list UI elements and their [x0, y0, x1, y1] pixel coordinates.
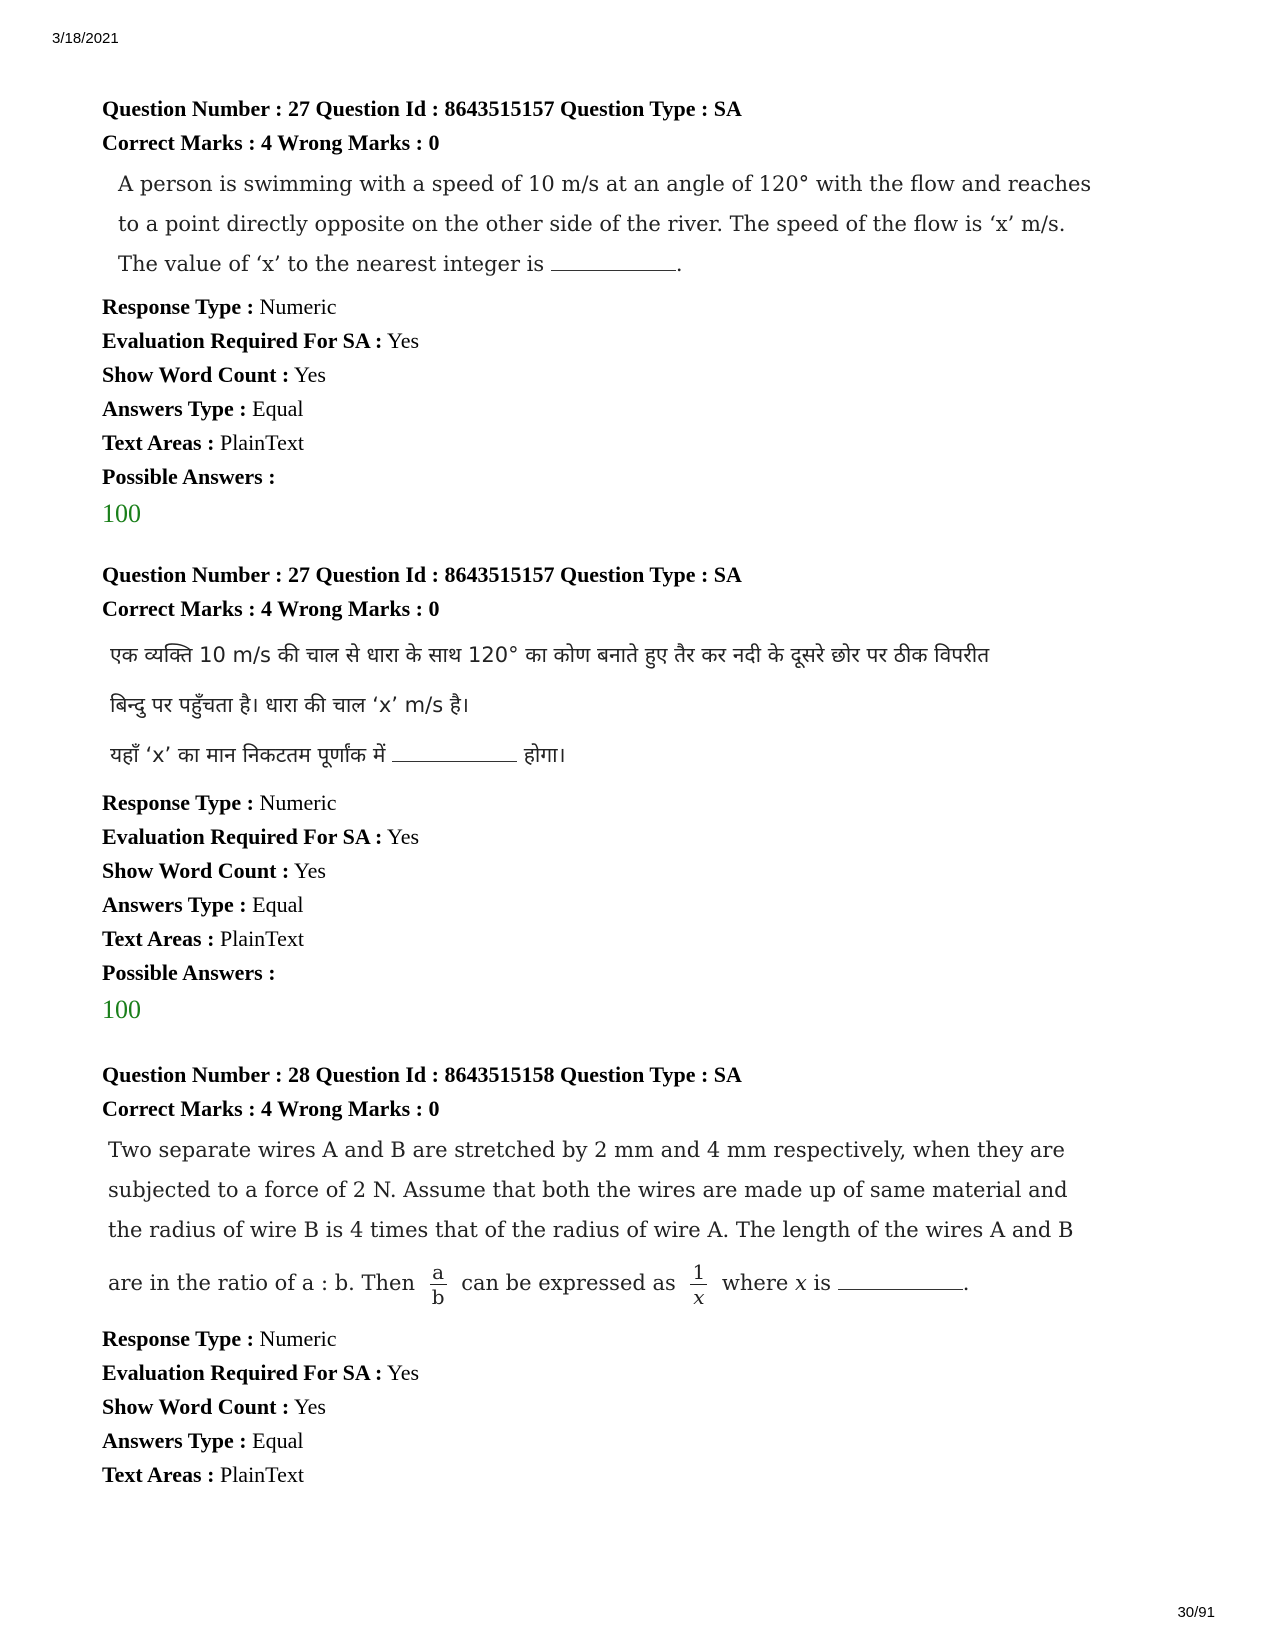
answer-blank: [838, 1267, 963, 1290]
question-text-line: यहाँ ‘x’ का मान निकटतम पूर्णांक में होगा।: [110, 730, 1202, 780]
question-text-line: The value of ‘x’ to the nearest integer is .: [118, 244, 1202, 284]
question-block-3: [102, 1058, 1202, 1492]
field-row: Evaluation Required For SA : Yes: [102, 1360, 420, 1385]
field-row: Possible Answers :: [102, 464, 276, 489]
field-row: Evaluation Required For SA : Yes: [102, 824, 420, 849]
question-text-line: the radius of wire B is 4 times that of the radius of wire A. The length of the wires A and B: [108, 1218, 1074, 1242]
marks-line: Correct Marks : 4 Wrong Marks : 0: [102, 1096, 440, 1121]
marks-line: Correct Marks : 4 Wrong Marks : 0: [102, 596, 440, 621]
question-text: [102, 630, 1202, 780]
field-row: Evaluation Required For SA : Yes: [102, 328, 420, 353]
field-row: Answers Type : Equal: [102, 1428, 304, 1453]
question-header: Question Number : 28 Question Id : 8643515158 Question Type : SA: [102, 1062, 742, 1087]
page-number: 30/91: [1177, 1604, 1215, 1621]
question-block-2: [102, 558, 1202, 1028]
possible-answer: 100: [102, 499, 141, 528]
question-text-line: एक व्यक्ति 10 m/s की चाल से धारा के साथ 120° का कोण बनाते हुए तैर कर नदी के दूसरे छोर पर ठीक विपरीत: [110, 643, 990, 667]
answer-blank: [392, 739, 517, 762]
field-row: Text Areas : PlainText: [102, 1462, 304, 1487]
field-row: Show Word Count : Yes: [102, 1394, 326, 1419]
field-row: Possible Answers :: [102, 960, 276, 985]
field-row: Show Word Count : Yes: [102, 858, 326, 883]
fraction-a-over-b: $\frac{a}{b}$: [431, 1260, 445, 1309]
question-text-line: are in the ratio of a : b. Then $\frac{a}{b}$ can be expressed as $\frac{1}{x}$ where x is .: [108, 1260, 970, 1309]
print-date: 3/18/2021: [52, 30, 119, 47]
question-text-line: बिन्दु पर पहुँचता है। धारा की चाल ‘x’ m/s है।: [110, 693, 469, 717]
field-row: Text Areas : PlainText: [102, 430, 304, 455]
field-row: Response Type : Numeric: [102, 1326, 337, 1351]
question-text: [102, 1130, 1202, 1316]
question-text-line: Two separate wires A and B are stretched by 2 mm and 4 mm respectively, when they are: [108, 1138, 1065, 1162]
field-row: Response Type : Numeric: [102, 790, 337, 815]
question-text-line: to a point directly opposite on the other side of the river. The speed of the flow is ‘x’ m/s.: [118, 212, 1066, 236]
field-row: Response Type : Numeric: [102, 294, 337, 319]
field-row: Answers Type : Equal: [102, 396, 304, 421]
possible-answer: 100: [102, 995, 141, 1024]
question-text: [102, 164, 1202, 284]
question-block-1: [102, 92, 1202, 532]
marks-line: Correct Marks : 4 Wrong Marks : 0: [102, 130, 440, 155]
fraction-1-over-x: $\frac{1}{x}$: [692, 1260, 706, 1309]
question-text-line: A person is swimming with a speed of 10 m/s at an angle of 120° with the flow and reaches: [118, 172, 1092, 196]
field-row: Text Areas : PlainText: [102, 926, 304, 951]
question-text-line: subjected to a force of 2 N. Assume that both the wires are made up of same material and: [108, 1178, 1068, 1202]
field-row: Answers Type : Equal: [102, 892, 304, 917]
question-header: Question Number : 27 Question Id : 8643515157 Question Type : SA: [102, 562, 742, 587]
answer-blank: [551, 248, 676, 271]
field-row: Show Word Count : Yes: [102, 362, 326, 387]
question-header: Question Number : 27 Question Id : 8643515157 Question Type : SA: [102, 96, 742, 121]
